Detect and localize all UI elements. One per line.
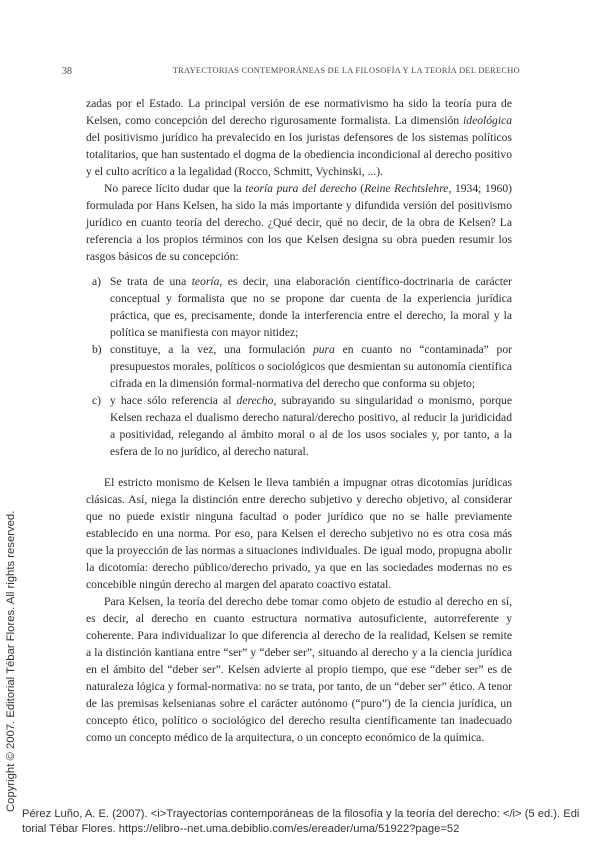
italic-term: Reine Rechtslehre bbox=[364, 182, 449, 195]
list-marker: c) bbox=[92, 394, 102, 407]
running-head: TRAYECTORIAS CONTEMPORÁNEAS DE LA FILOSOFÍA Y LA TEORÍA DEL DERECHO bbox=[172, 66, 520, 75]
paragraph-2: No parece lícito dudar que la teoría pura del derecho (Reine Rechtslehre, 1934; 1960) formulada por Hans Kelsen, ha sido la más importante y difundida versión del positivismo jurídico en cuanto teoría del derecho. ¿Qué decir, qué no decir, de la obra de Kelsen? La referencia a los propios términos con los que Kelsen designa su obra pueden resumir los rasgos básicos de su concepción: bbox=[86, 182, 512, 263]
italic-term: derecho bbox=[236, 394, 274, 407]
list-marker: b) bbox=[92, 343, 102, 356]
paragraph-3: El estricto monismo de Kelsen le lleva también a impugnar otras dicotomías jurídicas clásicas. Así, niega la distinción entre derecho subjetivo y derecho objetivo, al considerar que no puede existir ninguna facultad o poder jurídico que no se halle previamente establecido en una norma. Por eso, para Kelsen el derecho subjetivo no es otra cosa más que la proyección de las normas a situaciones individuales. De igual modo, propugna abolir la dicotomía: derecho público/derecho privado, ya que en las sociedades modernas no es concebible ningún derecho al margen del aparato coactivo estatal. bbox=[86, 476, 512, 591]
copyright-sidebar: Copyright © 2007. Editorial Tébar Flores. All rights reserved. bbox=[5, 510, 17, 812]
page-number: 38 bbox=[62, 66, 72, 77]
italic-term: teoría pura del derecho bbox=[245, 182, 357, 195]
italic-term: ideológica bbox=[463, 114, 512, 127]
list-item: c) y hace sólo referencia al derecho, subrayando su singularidad o monismo, porque Kelsen rechaza el dualismo derecho natural/derecho positivo, al reducir la juridicidad a positividad, relegando al ámbito moral o al de los usos sociales y, por tanto, a la esfera de lo no jurídico, al derecho natural. bbox=[92, 394, 512, 458]
list-marker: a) bbox=[92, 275, 102, 288]
italic-term: pura bbox=[312, 343, 335, 356]
page-body bbox=[86, 95, 512, 746]
paragraph-4: Para Kelsen, la teoría del derecho debe tomar como objeto de estudio al derecho en sí, es decir, al derecho en cuanto estructura normativa autosuficiente, autorreferente y coherente. Para individualizar lo que diferencia al derecho de la realidad, Kelsen se remite a la distinción kantiana entre “ser” y “deber ser”, situando al derecho y a la ciencia jurídica en el ámbito del “deber ser”. Kelsen advierte al propio tiempo, que ese “deber ser” es de naturaleza lógica y formal-normativa: no se trata, por tanto, de un “deber ser” ético. A tenor de las premisas kelsenianas sobre el carácter autónomo (“puro”) de la ciencia jurídica, un concepto ético, político o sociológico del derecho resulta científicamente tan inadecuado como un concepto médico de la arquitectura, o un concepto económico de la química. bbox=[86, 595, 512, 744]
citation-footer: Pérez Luño, A. E. (2007). <i>Trayectorias contemporáneas de la filosofía y la teoría del derecho: </i> (5 ed.). Editorial Tébar Flores. https://elibro--net.uma.debiblio.com/es/ereader/uma/51922?page=52 bbox=[22, 808, 580, 835]
list-item: b) constituye, a la vez, una formulación pura en cuanto no “contaminada” por presupuestos morales, políticos o sociológicos que desmientan su autonomía científica cifrada en la dimensión formal-normativa del derecho que conforma su objeto; bbox=[92, 343, 512, 390]
italic-term: teoría bbox=[191, 275, 220, 288]
feature-list bbox=[86, 273, 512, 460]
list-item: a) Se trata de una teoría, es decir, una elaboración científico-doctrinaria de carácter conceptual y formalista que no se propone dar cuenta de la experiencia jurídica práctica, que es, precisamente, donde la interferencia entre el derecho, la moral y la política se manifiesta con mayor nitidez; bbox=[92, 275, 512, 339]
paragraph-1: zadas por el Estado. La principal versión de ese normativismo ha sido la teoría pura de Kelsen, como concepción del derecho rigurosamente formalista. La dimensión ideológica del positivismo jurídico ha prevalecido en los juristas defensores de los sistemas políticos totalitarios, que han sustentado el dogma de la obediencia incondicional al derecho positivo y el culto acrítico a la legalidad (Rocco, Schmitt, Vychinski, ...). bbox=[86, 97, 512, 178]
page-header bbox=[62, 66, 520, 80]
